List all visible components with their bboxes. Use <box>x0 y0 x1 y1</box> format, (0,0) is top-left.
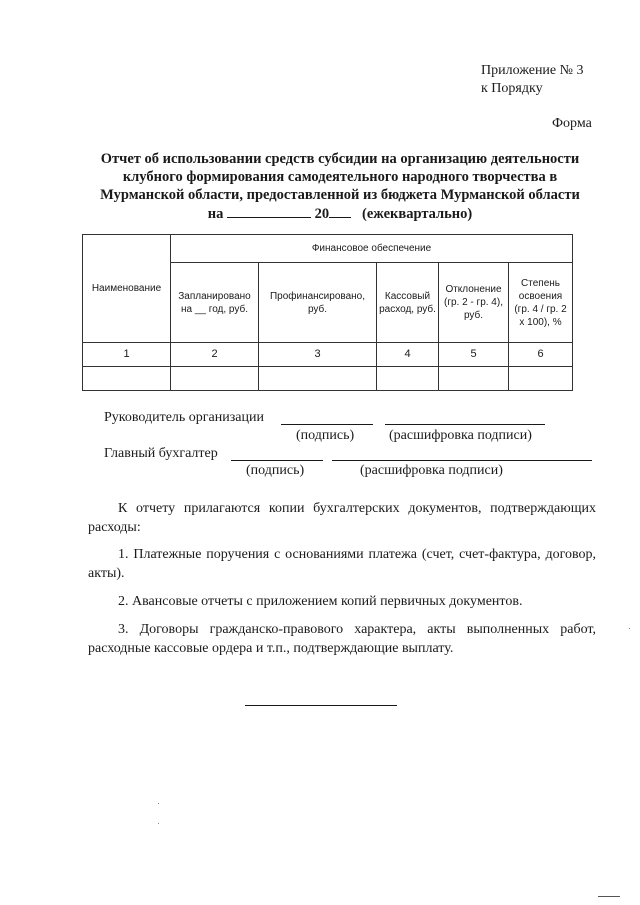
attachments-intro: К отчету прилагаются копии бухгалтерских документов, подтверждающих расходы: <box>88 501 596 535</box>
head-decoding-line[interactable] <box>385 424 545 425</box>
table-cell[interactable] <box>83 367 171 391</box>
table-cell[interactable] <box>439 367 509 391</box>
year-blank <box>329 204 351 218</box>
form-label: Форма <box>552 116 592 131</box>
accountant-decoding-caption: (расшифровка подписи) <box>360 463 503 478</box>
attachment-item-1: 1. Платежные поручения с основаниями платежа (счет, счет-фактура, договор, акты). <box>88 547 596 581</box>
column-number: 6 <box>509 343 573 367</box>
accountant-decoding-line[interactable] <box>332 460 592 461</box>
column-number: 2 <box>171 343 259 367</box>
page-edge-mark <box>598 896 620 897</box>
scan-speck <box>158 823 159 824</box>
column-number: 4 <box>377 343 439 367</box>
date-blank <box>227 204 311 218</box>
table-cell[interactable] <box>509 367 573 391</box>
accountant-signature-line[interactable] <box>231 460 323 461</box>
header-financial-provision: Финансовое обеспечение <box>171 235 573 263</box>
accountant-label: Главный бухгалтер <box>104 446 218 461</box>
title-line-1: Отчет об использовании средств субсидии на организацию деятельности <box>100 151 580 167</box>
title-period: (ежеквартально) <box>361 206 473 222</box>
column-numbers-row <box>83 343 573 367</box>
column-number: 5 <box>439 343 509 367</box>
head-decoding-caption: (расшифровка подписи) <box>389 428 532 443</box>
document-title <box>70 150 610 223</box>
header-name: Наименование <box>83 235 171 343</box>
head-label: Руководитель организации <box>104 410 264 425</box>
title-year: 20 <box>314 206 330 222</box>
title-line-4 <box>70 204 610 223</box>
empty-data-row <box>83 367 573 391</box>
title-line-3: Мурманской области, предоставленной из бюджета Мурманской области <box>100 187 580 203</box>
head-signature-caption: (подпись) <box>296 428 355 443</box>
appendix-order: к Порядку <box>481 81 543 96</box>
header-financed: Профинансировано, руб. <box>259 263 377 343</box>
header-utilization: Степень освоения (гр. 4 / гр. 2 x 100), % <box>509 263 573 343</box>
attachment-item-3: 3. Договоры гражданско-правового характера, акты выполненных работ, расходные кассовые ордера и т.п., подтверждающие выплату. <box>88 622 596 656</box>
appendix-number: Приложение № 3 <box>481 63 584 78</box>
column-number: 1 <box>83 343 171 367</box>
head-signature-line[interactable] <box>281 424 373 425</box>
header-planned: Запланировано на __ год, руб. <box>171 263 259 343</box>
header-deviation: Отклонение (гр. 2 - гр. 4), руб. <box>439 263 509 343</box>
financial-table <box>82 234 573 391</box>
closing-line <box>245 705 397 706</box>
table-cell[interactable] <box>171 367 259 391</box>
table-cell[interactable] <box>259 367 377 391</box>
attachment-item-2: 2. Авансовые отчеты с приложением копий первичных документов. <box>118 594 523 609</box>
table-cell[interactable] <box>377 367 439 391</box>
accountant-signature-caption: (подпись) <box>246 463 305 478</box>
header-cash-expense: Кассовый расход, руб. <box>377 263 439 343</box>
title-line-2: клубного формирования самодеятельного народного творчества в <box>122 169 558 185</box>
title-on: на <box>207 206 224 222</box>
scan-speck <box>158 803 159 804</box>
scan-speck <box>629 628 630 629</box>
column-number: 3 <box>259 343 377 367</box>
appendix-reference <box>481 62 584 98</box>
